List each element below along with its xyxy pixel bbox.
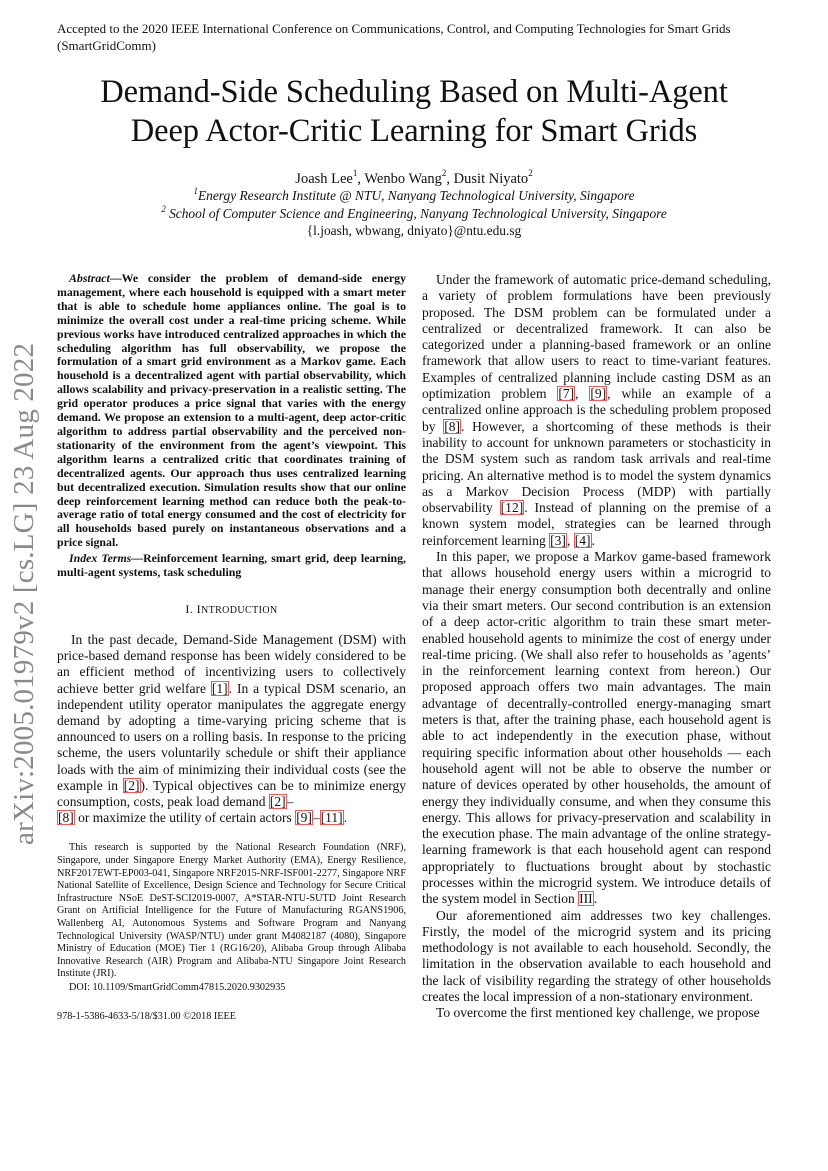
affiliation-text: School of Computer Science and Engineering, Nanyang Technological University, Singapore [169,206,667,221]
section-title-rest: NTRODUCTION [200,604,278,616]
affiliation-2 [60,205,768,223]
body-paragraph: To overcome the first mentioned key challenge, we propose [436,1005,760,1021]
citation-link[interactable]: [8] [444,418,461,434]
citation-link[interactable]: [3] [550,532,566,548]
body-paragraph: Our aforementioned aim addresses two key challenges. Firstly, the model of the microgrid system and its pricing methodology is not available to each household. Secondly, the limitation in the observation available to each household and the lack of visibility regarding the strategy of other households creates the local impression of a non-stationary environment. [422,907,771,1005]
text-run: In the past decade, Demand-Side Management (DSM) with price-based demand response has been widely considered to be an efficient method of incentivizing users to collectively achieve better grid welfare [57,631,406,696]
author-name: Dusit Niyato [453,171,529,187]
text-run: – [312,810,320,826]
citation-link[interactable]: [9] [590,386,607,402]
author-name: Wenbo Wang [364,171,442,187]
author-name: Joash Lee [295,171,353,187]
paper-title [50,73,778,151]
text-run: . [343,810,348,826]
affiliation-sup: 2 [161,203,166,214]
body-paragraph [422,549,771,908]
affiliation-text: Energy Research Institute @ NTU, Nanyang Technological University, Singapore [197,188,635,203]
citation-link[interactable]: [4] [574,532,591,548]
section-heading [57,602,406,618]
text-run: or maximize the utility of certain actors [74,810,296,826]
text-run: , [566,532,574,548]
text-run: In this paper, we propose a Markov game-based framework that allows household energy users within a microgrid to manage their energy consumption both decentrally and online via their smart meters. Our second contribution is an extension of a deep actor-critic algorithm to train these smart meter-enabled household agents to minimize the cost of energy under real-time pricing. (We shall also refer to households as ’agents’ in the reinforcement learning context from hereon.) Our proposed approach offers two main advantages. The main advantage of decentrally-controlled energy-managing smart meters is that, after the training phase, each household agent is able to act independently in the execution phase, without requiring specific information about other households — each household agent will not be able to observe the number or nature of devices operated by other households, the amount of energy they individually consume, and when they consume this energy. This allows for privacy-preservation and scalability in the execution phase. The main advantage of the online strategy-learning framework is that each household agent can respond appropriately to fluctuations brought about by stochastic processes within the microgrid system. We introduce details of the system model in Section [422,549,771,907]
author-sup: 2 [441,168,447,179]
text-run: – [286,793,294,809]
author-email: {l.joash, wbwang, dniyato}@ntu.edu.sg [306,223,522,238]
index-terms-text: —Reinforcement learning, smart grid, deep learning, multi-agent systems, task scheduling [57,551,406,580]
citation-link[interactable]: [7] [558,386,575,402]
doi-line: DOI: 10.1109/SmartGridComm47815.2020.9302935 [69,981,286,993]
text-run: , [575,386,590,402]
author-sup: 1 [352,168,358,179]
text-run: . However, a shortcoming of these methods is their inability to account for unknown parameters or stochasticity in the DSM system such as random task arrivals and real-time pricing. An alternative method is to model the system dynamics as a Markov Decision Process (MDP) with partially observability [422,418,771,516]
section-numeral: I. I [185,601,201,616]
text-run: . In a typical DSM scenario, an independent utility operator manipulates the aggregate energy demand by adopting a time-varying pricing scheme that is announced to users on a rolling basis. In response to the pricing scheme, the users voluntarily schedule or shift their appliance loads with the aim of minimizing their individual costs (see the example in [57,680,406,793]
citation-link[interactable]: [1] [211,680,228,696]
citation-link[interactable]: [12] [500,500,524,516]
title-line-1: Demand-Side Scheduling Based on Multi-Agent [100,74,728,110]
text-run: . [593,891,598,907]
affiliation-sup: 1 [193,185,198,196]
text-run: . Instead of planning on the premise of a known system model, strategies can be learned through reinforcement learning [422,500,771,548]
citation-link[interactable]: [2] [123,777,140,793]
affiliation-1 [60,187,768,205]
intro-paragraph [57,632,406,826]
copyright-line: 978-1-5386-4633-5/18/$31.00 ©2018 IEEE [57,1011,236,1022]
abstract-lead: Abstract [69,271,110,285]
citation-link[interactable]: [2] [269,793,286,809]
section-link[interactable]: III [579,891,593,907]
author-list: Joash Lee$^1$, Wenbo Wang$^2$, Dusit Niyato$^2$ [295,168,533,187]
abstract [57,272,406,550]
index-terms [57,552,406,580]
title-line-2: Deep Actor-Critic Learning for Smart Grids [130,113,698,149]
citation-link[interactable]: [8] [58,810,74,826]
abstract-text: —We consider the problem of demand-side energy management, where each household is equipped with a smart meter that is able to schedule home appliances online. The goal is to minimize the overall cost under a real-time pricing scheme. While previous works have introduced centralized approaches in which the scheduling algorithm has full observability, we propose the formulation of a smart grid environment as a Markov game. Each household is a decentralized agent with partial observability, which allows scalability and privacy-preservation in a realistic setting. The grid operator produces a price signal that varies with the energy demand. We propose an extension to a multi-agent, deep actor-critic algorithm to address partial observability and the perceived non-stationarity of the environment from the agent’s viewpoint. This algorithm learns a centralized critic that coordinates training of decentralized agents. Our approach thus uses centralized learning but decentralized execution. Simulation results show that our online deep reinforcement learning method can reduce both the peak-to-average ratio of total energy consumed and the cost of electricity for all households based purely on instantaneous observations and a price signal. [57,271,406,550]
funding-footnote: This research is supported by the National Research Foundation (NRF), Singapore, under Singapore Energy Market Authority (EMA), Energy Resilience, NRF2017EWT-EP003-041, Singapore NRF2015-NRF-ISF001-2277, Singapore NRF National Satellite of Excellence, Design Science and Technology for Secure Critical Infrastructure NSoE DeST-SCI2019-0007, A*STAR-NTU-SUTD Joint Research Grant on Artificial Intelligence for the Future of Manufacturing RGANS1906, Wallenberg AI, Autonomous Systems and Software Program and Nanyang Technological University (WASP/NTU) under grant M4082187 (4080), Singapore Ministry of Education (MOE) Tier 1 (RG16/20), Alibaba Group through Alibaba Innovative Research (AIR) Program and Alibaba-NTU Singapore Joint Research Institute (JRI). [57,842,406,980]
body-paragraph [422,272,771,549]
text-run: . [591,532,595,548]
citation-link[interactable]: [11] [320,810,343,826]
right-column [422,272,771,1022]
text-run: ). Typical objectives can be to minimize energy consumption, costs, peak load demand [57,777,406,809]
conference-note: Accepted to the 2020 IEEE International Conference on Communications, Control, and Computing Technologies for Smart Grids (SmartGridComm) [57,21,731,53]
text-run: , while an example of a centralized online approach is the scheduling problem proposed by [422,386,771,434]
text-run: Under the framework of automatic price-demand scheduling, a variety of problem formulations have been previously proposed. The DSM problem can be formulated under a centralized or decentralized framework. It can also be categorized under a planning-based framework or an online framework that allow users to react to time-variant features. Examples of centralized planning include casting DSM as an optimization problem [422,272,771,402]
index-terms-lead: Index Terms [69,551,132,566]
left-column [57,272,406,995]
author-sup: 2 [528,168,533,179]
citation-link[interactable]: [9] [296,810,312,826]
arxiv-stamp: arXiv:2005.01979v2 [cs.LG] 23 Aug 2022 [8,342,40,845]
